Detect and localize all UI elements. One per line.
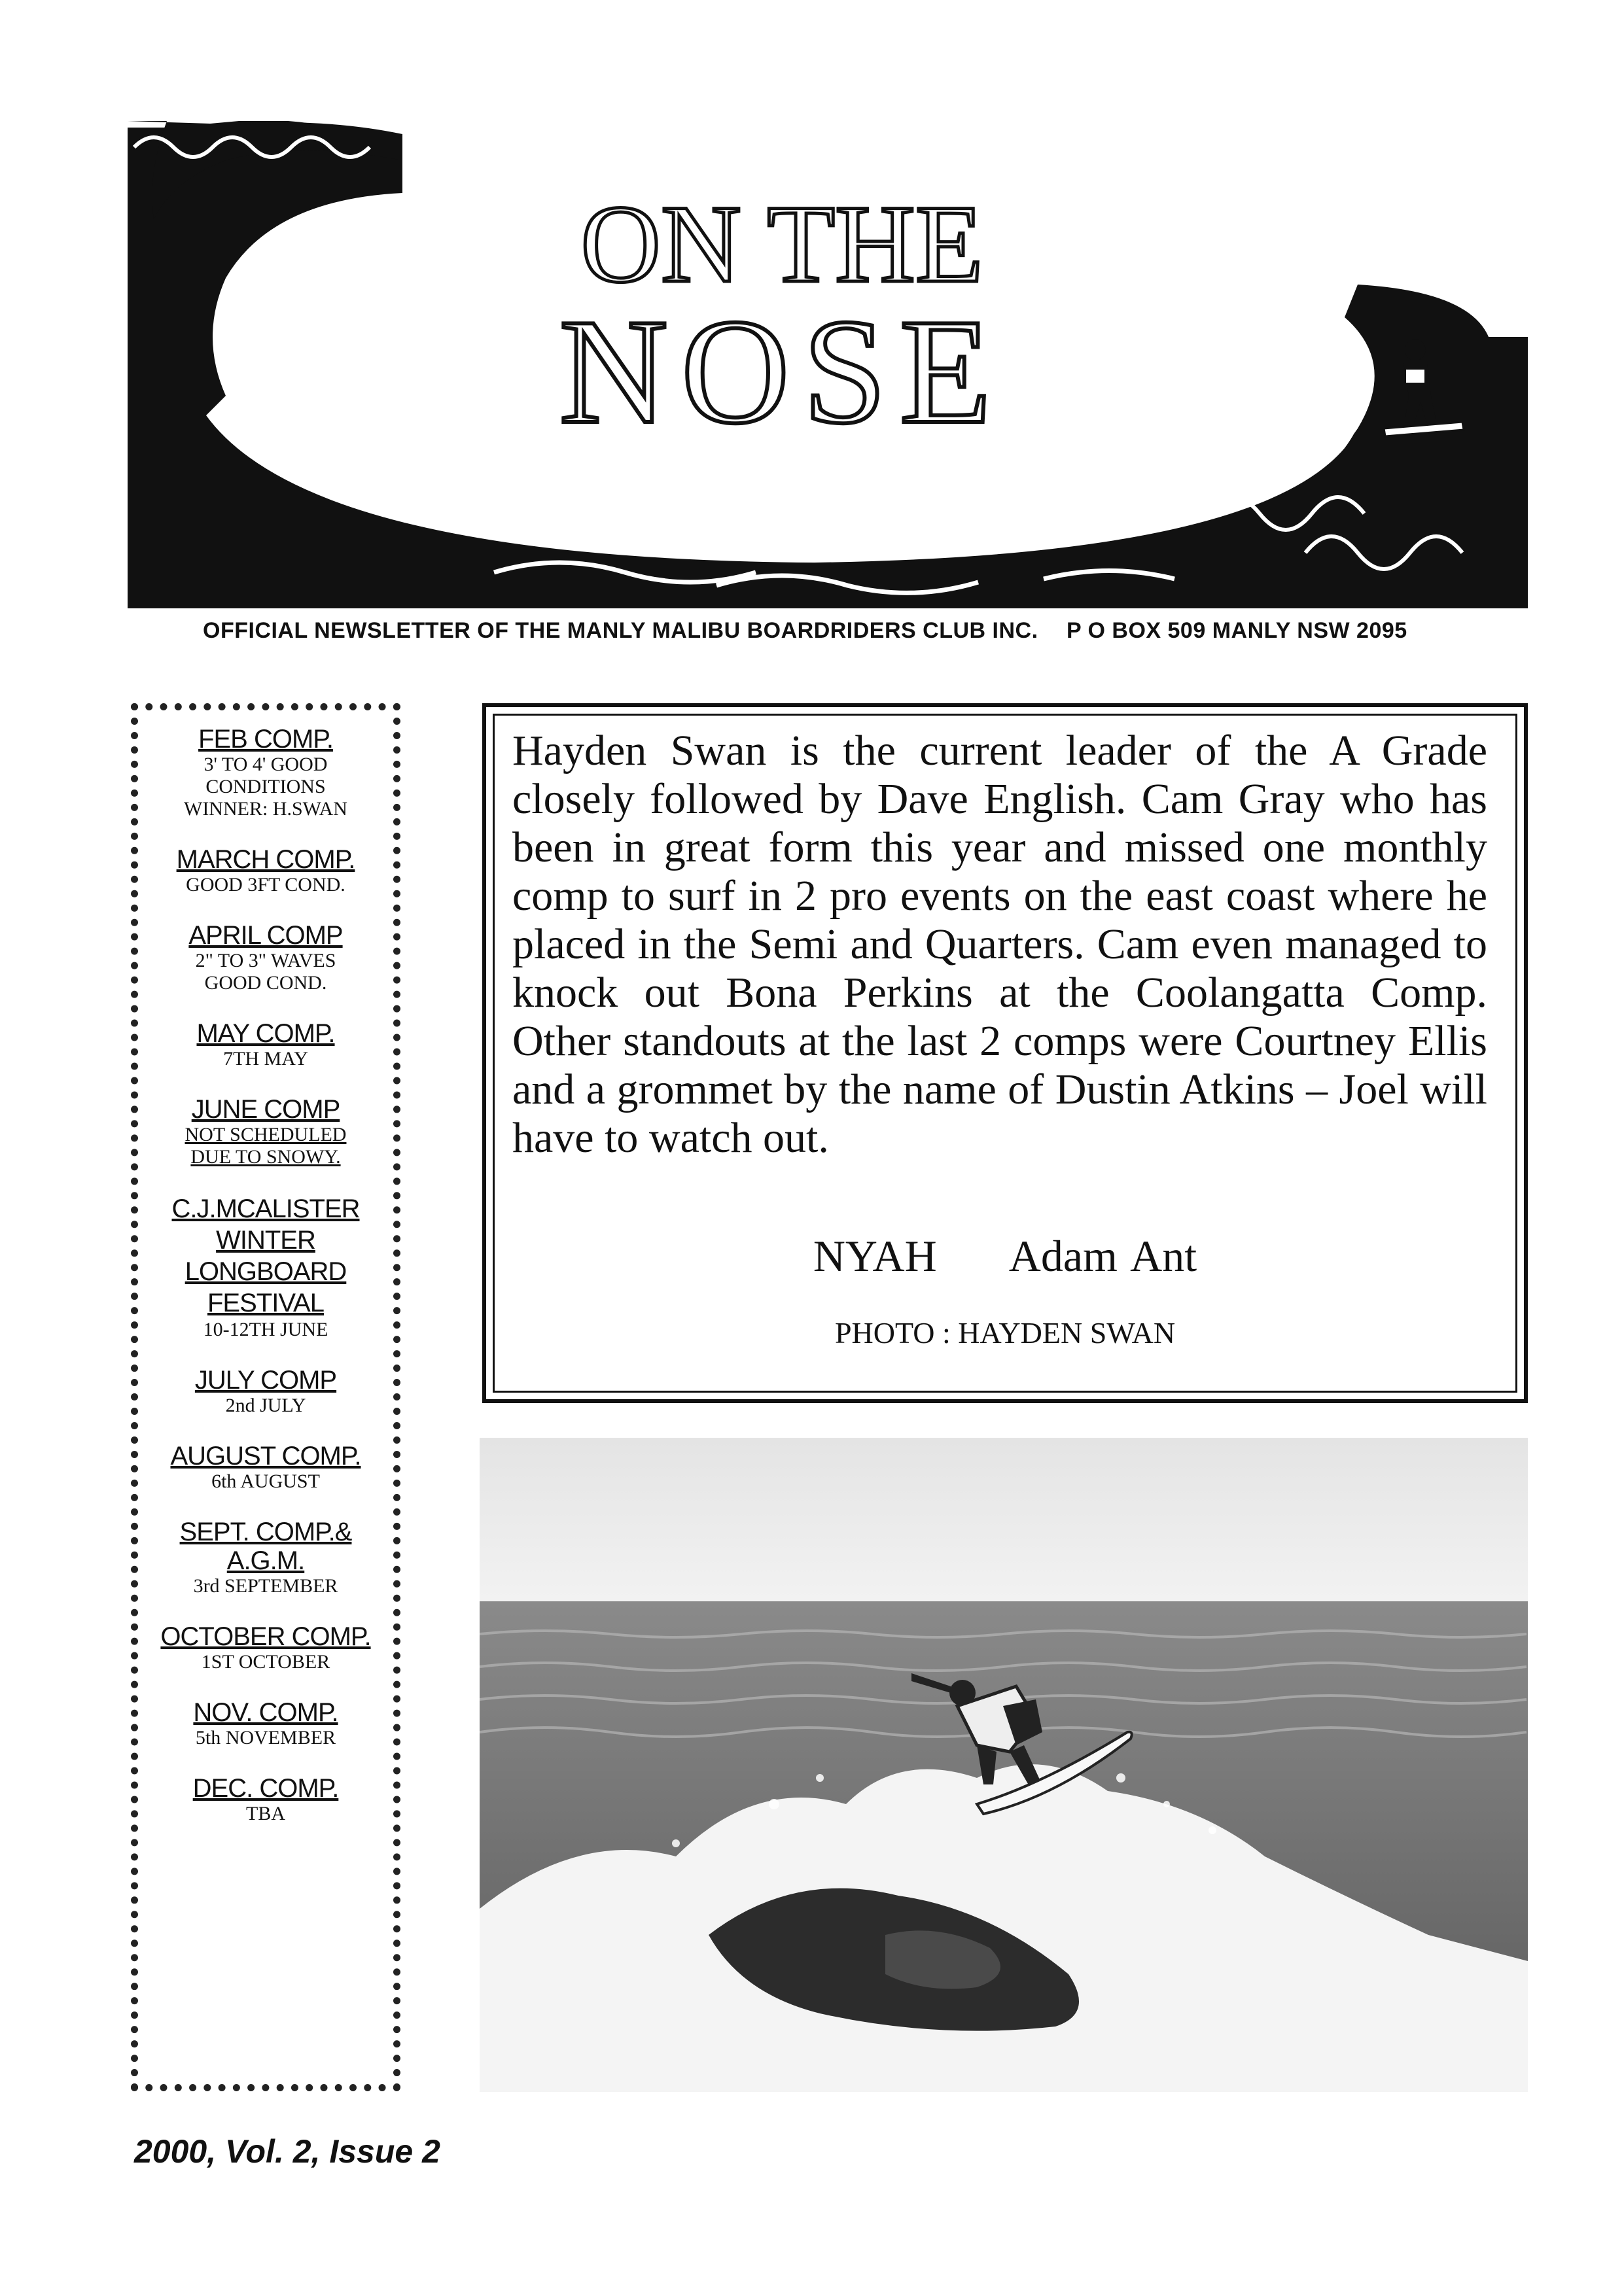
subtitle-bar	[203, 618, 1511, 657]
schedule-october	[145, 1622, 387, 1673]
event-heading: FESTIVAL	[207, 1289, 324, 1317]
event-heading: DEC. COMP.	[192, 1774, 339, 1803]
event-heading: MAY COMP.	[196, 1019, 335, 1048]
schedule-may	[145, 1019, 387, 1070]
schedule-longboard-festival	[145, 1193, 387, 1341]
schedule-feb	[145, 725, 387, 820]
event-heading: JUNE COMP	[191, 1095, 340, 1124]
surfer-photo-illustration	[480, 1438, 1528, 2092]
event-detail: 6th AUGUST	[211, 1470, 320, 1492]
event-heading: AUGUST COMP.	[170, 1442, 361, 1470]
event-detail: 3' TO 4' GOOD	[203, 754, 328, 775]
event-detail: 2nd JULY	[225, 1395, 306, 1416]
event-heading: NOV. COMP.	[193, 1698, 338, 1727]
event-detail: 10-12TH JUNE	[203, 1319, 328, 1340]
event-detail: NOT SCHEDULED	[185, 1124, 347, 1145]
event-detail: GOOD COND.	[204, 972, 327, 994]
event-detail: TBA	[246, 1803, 285, 1824]
schedule-april	[145, 921, 387, 994]
event-heading: LONGBOARD	[185, 1257, 347, 1286]
schedule-november	[145, 1698, 387, 1749]
masthead	[128, 121, 1528, 608]
title-line-2: NOSE	[559, 288, 1005, 455]
club-name: OFFICIAL NEWSLETTER OF THE MANLY MALIBU BOARDRIDERS CLUB INC.	[203, 618, 1038, 643]
event-heading: OCTOBER COMP.	[160, 1622, 371, 1651]
article-signoff	[486, 1230, 1524, 1282]
event-detail: DUE TO SNOWY.	[190, 1146, 341, 1168]
event-heading: C.J.MCALISTER	[171, 1194, 360, 1223]
schedule-september	[145, 1518, 387, 1597]
event-heading: WINTER	[216, 1226, 315, 1255]
schedule-july	[145, 1366, 387, 1417]
event-heading: FEB COMP.	[198, 725, 333, 754]
event-detail: 1ST OCTOBER	[201, 1651, 330, 1673]
po-box: P O BOX 509 MANLY NSW 2095	[1067, 618, 1407, 643]
event-detail: 3rd SEPTEMBER	[193, 1575, 338, 1597]
wave-logo	[128, 121, 1528, 608]
event-heading: SEPT. COMP.&	[179, 1518, 352, 1546]
signoff-word: NYAH	[813, 1231, 937, 1281]
photo-credit: PHOTO : HAYDEN SWAN	[834, 1316, 1176, 1349]
event-detail: 2" TO 3" WAVES	[195, 950, 336, 971]
comp-schedule-sidebar	[131, 703, 400, 2091]
event-detail: 5th NOVEMBER	[195, 1727, 336, 1748]
event-detail: CONDITIONS	[205, 776, 326, 797]
event-heading: JULY COMP	[194, 1366, 337, 1395]
event-heading: A.G.M.	[226, 1546, 305, 1575]
article-box	[482, 703, 1528, 1403]
title-line-1: ON THE	[580, 183, 983, 305]
issue-number: 2000, Vol. 2, Issue 2	[134, 2133, 440, 2170]
event-detail: WINNER: H.SWAN	[184, 798, 347, 820]
event-heading: APRIL COMP	[188, 921, 343, 950]
event-heading: MARCH COMP.	[176, 845, 355, 874]
article-body: Hayden Swan is the current leader of the A Grade closely followed by Dave English. Cam Gray who has been in great form this year and missed one monthly comp to surf in 2 pro events on the east coast where he placed in the Semi and Quarters. Cam even managed to knock out Bona Perkins at the Coolangatta Comp. Other standouts at the last 2 comps were Courtney Ellis and a grommet by the name of Dustin Atkins – Joel will have to watch out.	[512, 727, 1487, 1162]
schedule-list	[145, 725, 387, 1850]
event-detail: GOOD 3FT COND.	[186, 874, 345, 896]
schedule-march	[145, 845, 387, 896]
schedule-december	[145, 1774, 387, 1825]
event-detail: 7TH MAY	[223, 1048, 308, 1070]
schedule-june	[145, 1095, 387, 1168]
schedule-august	[145, 1442, 387, 1493]
author-name: Adam Ant	[1008, 1231, 1197, 1281]
surfing-photo	[480, 1438, 1528, 2092]
